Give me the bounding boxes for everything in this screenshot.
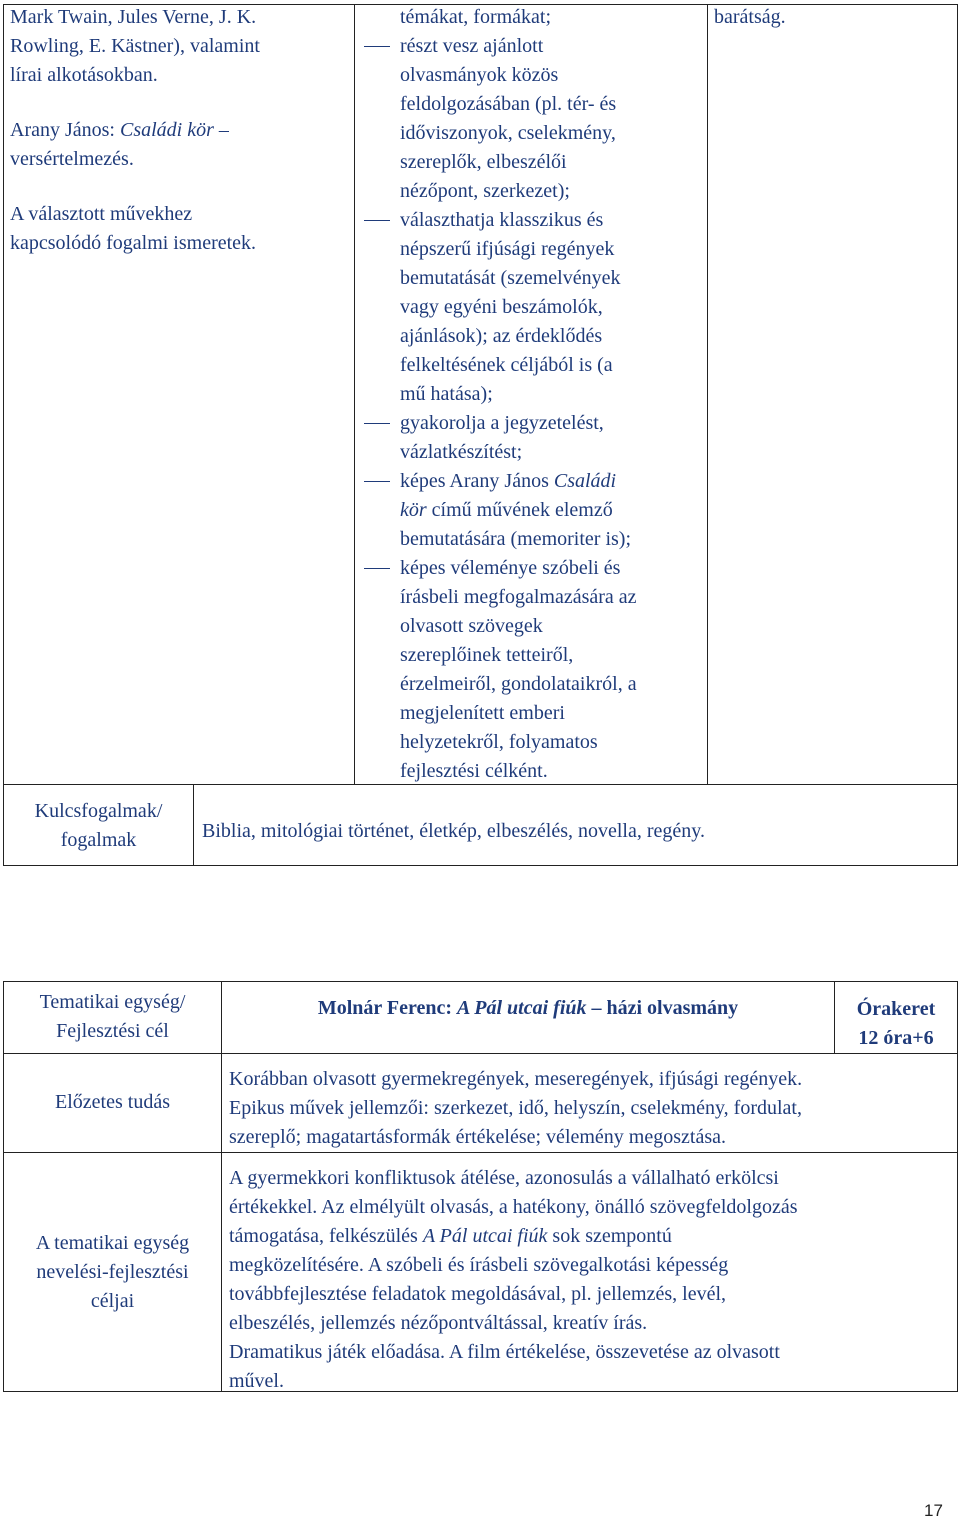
table1-middle-cell — [360, 3, 704, 786]
arany-line: Arany János: Családi kör – — [10, 119, 229, 141]
unit-title: Molnár Ferenc: A Pál utcai fiúk – házi olvasmány — [317, 997, 739, 1019]
elozetes-tudas-label: Előzetes tudás — [55, 1091, 170, 1113]
list-item: részt vesz ajánlott olvasmányok közös feldolgozásában (pl. tér- és időviszonyok, cselekmény, szereplők, elbeszélői nézőpont, szerkezet); — [360, 32, 704, 206]
arany-line-2: versértelmezés. — [10, 148, 134, 170]
left-col-line: Rowling, E. Kästner), valamint — [10, 35, 260, 57]
fogalmi-line: kapcsolódó fogalmi ismeretek. — [10, 232, 257, 254]
dash-bullet-icon — [360, 467, 400, 496]
table1-right-cell: barátság. — [714, 6, 786, 28]
page-number: 17 — [924, 1501, 943, 1520]
orakeret-cell — [835, 995, 957, 1053]
left-col-line: lírai alkotásokban. — [10, 64, 158, 86]
fogalmi-line: A választott művekhez — [10, 203, 193, 225]
kulcsfogalmak-value: Biblia, mitológiai történet, életkép, elbeszélés, novella, regény. — [202, 820, 705, 842]
list-item: képes Arany János Családi kör című művének elemző bemutatására (memoriter is); — [360, 467, 704, 554]
dash-bullet-icon — [360, 409, 400, 438]
orakeret-value: 12 óra+6 — [858, 1027, 934, 1049]
celjai-label: A tematikai egység nevelési-fejlesztési céljai — [35, 1232, 190, 1312]
dash-bullet-icon — [360, 32, 400, 61]
list-item: képes véleménye szóbeli és írásbeli megfogalmazására az olvasott szövegek szereplőinek tetteiről, érzelmeiről, gondolataikról, a megjelenített emberi helyzetekről, folyamatos fejlesztési célként. — [360, 554, 704, 786]
list-item: gyakorolja a jegyzetelést, vázlatkészítést; — [360, 409, 704, 467]
kulcsfogalmak-label: Kulcsfogalmak/ fogalmak — [34, 800, 163, 851]
dash-bullet-icon — [360, 554, 400, 583]
elozetes-tudas-text: Korábban olvasott gyermekregények, meseregények, ifjúsági regények. Epikus művek jellemzői: szerkezet, idő, helyszín, cselekmény, fordulat, szereplő; magatartásformák értékelése; vélemény megosztása. — [229, 1068, 803, 1148]
celjai-text: A gyermekkori konfliktusok átélése, azonosulás a vállalható erkölcsi értékekkel. Az elmélyült olvasás, a hatékony, önálló szövegfeldolgozás támogatása, felkészülés A Pál utcai fiúk sok szempontú megközelítésére. A szóbeli és írásbeli szövegalkotási képesség továbbfejlesztése feladatok megoldásával, pl. jellemzés, levél, elbeszélés, jellemzés nézőpontváltással, kreatív írás. Dramatikus játék előadása. A film értékelése, összevetése az olvasott művel. — [229, 1167, 798, 1392]
table1-left-cell — [10, 3, 350, 258]
orakeret-label: Órakeret — [856, 998, 936, 1020]
left-col-line: Mark Twain, Jules Verne, J. K. — [10, 6, 257, 28]
tematikai-egyseg-label: Tematikai egység/ Fejlesztési cél — [39, 991, 186, 1042]
mid-top-line: témákat, formákat; — [400, 6, 552, 28]
list-item: választhatja klasszikus és népszerű ifjúsági regények bemutatását (szemelvények vagy egyéni beszámolók, ajánlások); az érdeklődés felkeltésének céljából is (a mű hatása); — [360, 206, 704, 409]
dash-bullet-icon — [360, 206, 400, 235]
